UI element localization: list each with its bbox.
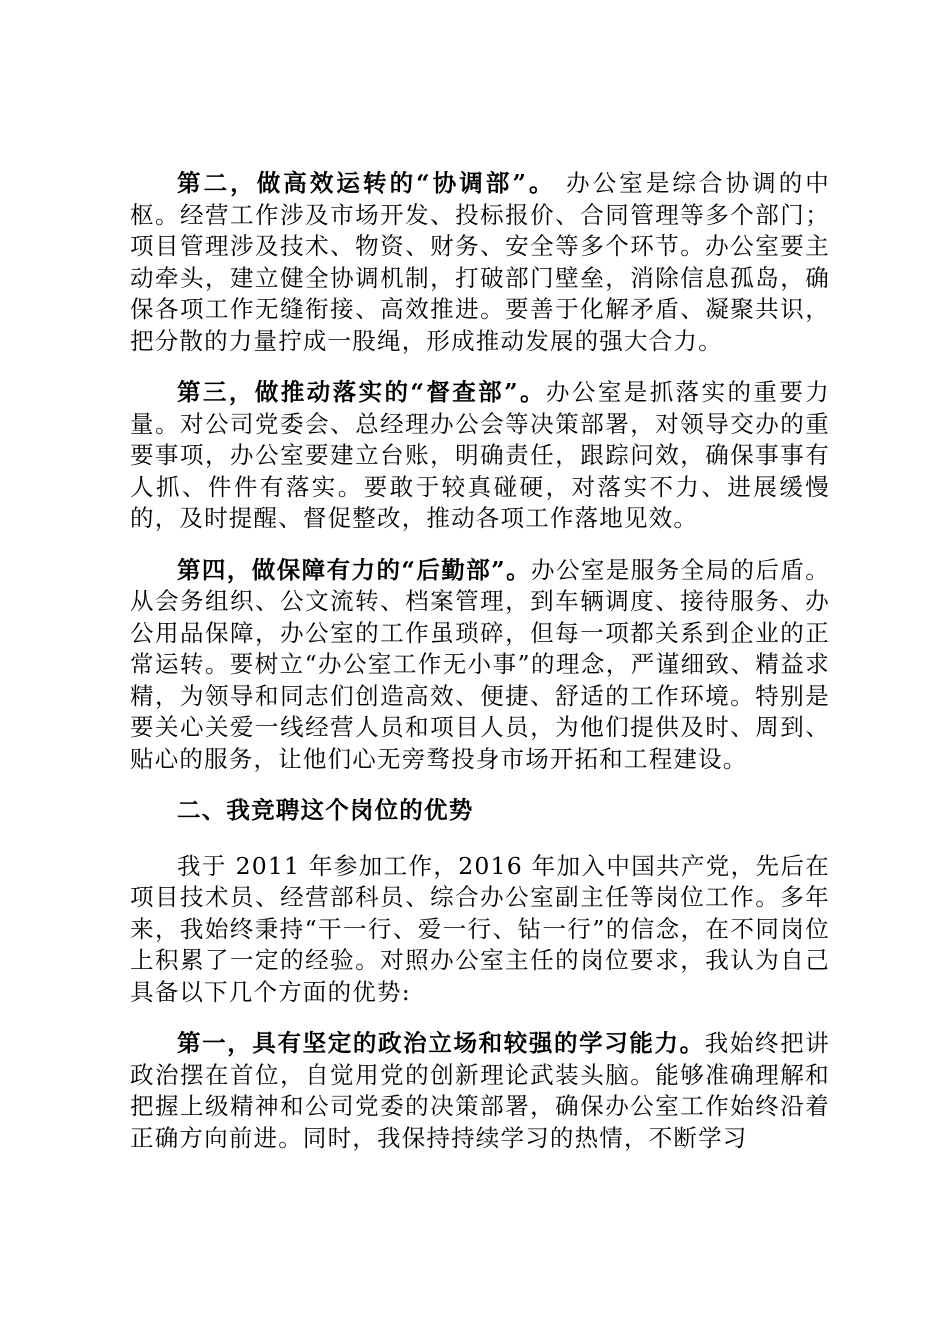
paragraph-lead: 第三，做推动落实的“督查部”。	[177, 378, 546, 406]
paragraph-intro: 我于 2011 年参加工作，2016 年加入中国共产党，先后在项目技术员、经营部科员、综合办公室副主任等岗位工作。多年来，我始终秉持“干一行、爱一行、钻一行”的信念，在不同岗位上积累了一定的经验。对照办公室主任的岗位要求，我认为自己具备以下几个方面的优势:	[130, 851, 830, 1006]
paragraph-body: 办公室是服务全局的后盾。从会务组织、公文流转、档案管理，到车辆调度、接待服务、办公用品保障，办公室的工作虽琐碎，但每一项都关系到企业的正常运转。要树立“办公室工作无小事”的理念，严谨细致、精益求精，为领导和同志们创造高效、便捷、舒适的工作环境。特别是要关心关爱一线经营人员和项目人员，为他们提供及时、周到、贴心的服务，让他们心无旁骛投身市场开拓和工程建设。	[130, 555, 830, 773]
paragraph-logistics	[130, 555, 830, 776]
paragraph-coordination	[130, 168, 830, 357]
paragraph-lead: 第四，做保障有力的“后勤部”。	[177, 555, 532, 584]
document-page	[130, 168, 830, 1174]
paragraph-lead: 第二，做高效运转的“协调部”。	[177, 169, 556, 197]
paragraph-body: 办公室是综合协调的中枢。经营工作涉及市场开发、投标报价、合同管理等多个部门；项目管理涉及技术、物资、财务、安全等多个环节。办公室要主动牵头，建立健全协调机制，打破部门壁垒，消除信息孤岛，确保各项工作无缝衔接、高效推进。要善于化解矛盾、凝聚共识，把分散的力量拧成一股绳，形成推动发展的强大合力。	[130, 169, 830, 355]
paragraph-body: 我始终把讲政治摆在首位，自觉用党的创新理论武装头脑。能够准确理解和把握上级精神和公司党委的决策部署，确保办公室工作始终沿着正确方向前进。同时，我保持持续学习的热情，不断学习	[130, 1029, 831, 1152]
paragraph-body: 办公室是抓落实的重要力量。对公司党委会、总经理办公会等决策部署，对领导交办的重要事项，办公室要建立台账，明确责任，跟踪问效，确保事事有人抓、件件有落实。要敢于较真碰硬，对落实不力、进展缓慢的，及时提醒、督促整改，推动各项工作落地见效。	[130, 378, 830, 532]
section-heading: 二、我竞聘这个岗位的优势	[177, 796, 474, 824]
paragraph-advantage-1	[130, 1028, 830, 1154]
paragraph-supervision	[130, 377, 830, 535]
paragraph-lead: 第一，具有坚定的政治立场和较强的学习能力。	[177, 1029, 705, 1057]
